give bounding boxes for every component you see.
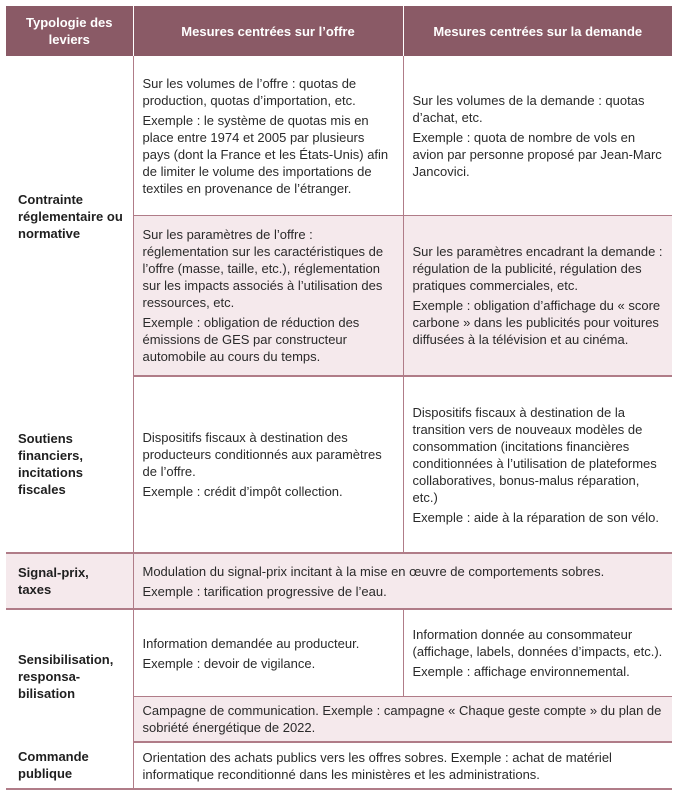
header-supply-measures: Mesures centrées sur l’offre — [133, 6, 403, 56]
cell-campagne — [133, 697, 672, 743]
header-demand-measures: Mesures centrées sur la demande — [403, 6, 672, 56]
cell-signal-prix — [133, 553, 672, 609]
cell-text: Sur les volumes de l’offre : quotas de production, quotas d’importation, etc. — [142, 75, 357, 108]
lever-label-signal-prix: Signal-prix, taxes — [6, 553, 133, 609]
table-row — [6, 553, 672, 609]
table-row — [6, 56, 672, 216]
cell-text: Campagne de communication. Exemple : campagne « Chaque geste compte » du plan de sobriété énergétique de 2022. — [142, 703, 662, 735]
cell-commande — [133, 742, 672, 789]
lever-label-sensibilisation: Sensibilisation, responsa-bilisation — [18, 651, 114, 701]
cell-text: Sur les paramètres de l’offre : réglementation sur les caractéristiques de l’offre (masse, taille, etc.), réglementation sur les impacts associés à l’utilisation des ressources, etc. — [142, 227, 384, 310]
cell-demande-sensibilisation — [403, 609, 672, 697]
cell-example: Exemple : tarification progressive de l’eau. — [142, 583, 387, 599]
table-header — [6, 6, 672, 56]
cell-text: Sur les volumes de la demande : quotas d’achat, etc. — [412, 92, 645, 125]
cell-offre-soutiens — [133, 376, 403, 553]
cell-example: Exemple : devoir de vigilance. — [142, 655, 316, 671]
table-row — [6, 742, 672, 789]
cell-example: Exemple : crédit d’impôt collection. — [142, 484, 343, 499]
cell-offre-volumes — [133, 56, 403, 216]
cell-example: Exemple : obligation d’affichage du « score carbone » dans les publicités pour voitures diffusées à la télévision et au cinéma. — [412, 298, 661, 347]
lever-label-soutiens: Soutiens financiers, incitations fiscales — [6, 376, 133, 553]
cell-demande-soutiens — [403, 376, 672, 553]
cell-text: Dispositifs fiscaux à destination des producteurs conditionnés aux paramètres de l’offre. — [142, 430, 382, 479]
cell-text: Information donnée au consommateur (affichage, labels, données d’impacts, etc.). — [412, 627, 663, 659]
cell-demande-volumes — [403, 56, 672, 216]
cell-example: Exemple : quota de nombre de vols en avion par personne proposé par Jean-Marc Jancovici. — [412, 129, 662, 179]
cell-text: Modulation du signal-prix incitant à la mise en œuvre de comportements sobres. — [142, 563, 605, 579]
cell-text: Information demandée au producteur. — [142, 635, 360, 651]
header-typology: Typologie des leviers — [6, 6, 133, 56]
cell-example: Exemple : le système de quotas mis en place entre 1974 et 2005 par plusieurs pays (dont la France et les États-Unis) afin de limiter le volume des importations de textiles en provenance de l’étranger. — [142, 112, 389, 196]
cell-offre-sensibilisation — [133, 609, 403, 697]
cell-example: Exemple : aide à la réparation de son vélo. — [412, 509, 659, 525]
cell-text: Sur les paramètres encadrant la demande : régulation de la publicité, régulation des pratiques commerciales, etc. — [412, 244, 663, 293]
cell-example: Exemple : obligation de réduction des émissions de GES par constructeur automobile au cours du temps. — [142, 315, 360, 364]
cell-offre-params — [133, 216, 403, 377]
lever-label-commande: Commande publique — [6, 742, 133, 789]
levers-table — [6, 6, 672, 790]
lever-label-contrainte: Contrainte réglementaire ou normative — [18, 191, 123, 241]
cell-example: Exemple : affichage environnemental. — [412, 664, 630, 679]
table-row — [6, 376, 672, 553]
cell-text: Orientation des achats publics vers les offres sobres. Exemple : achat de matériel informatique reconditionné dans les ministères et les administrations. — [142, 749, 612, 782]
cell-demande-params — [403, 216, 672, 377]
cell-text: Dispositifs fiscaux à destination de la transition vers de nouveaux modèles de consommation (incitations financières conditionnées à l’utilisation de plateformes collaboratives, bonus-malus réparation, etc.) — [412, 404, 657, 505]
table-row — [6, 609, 672, 697]
